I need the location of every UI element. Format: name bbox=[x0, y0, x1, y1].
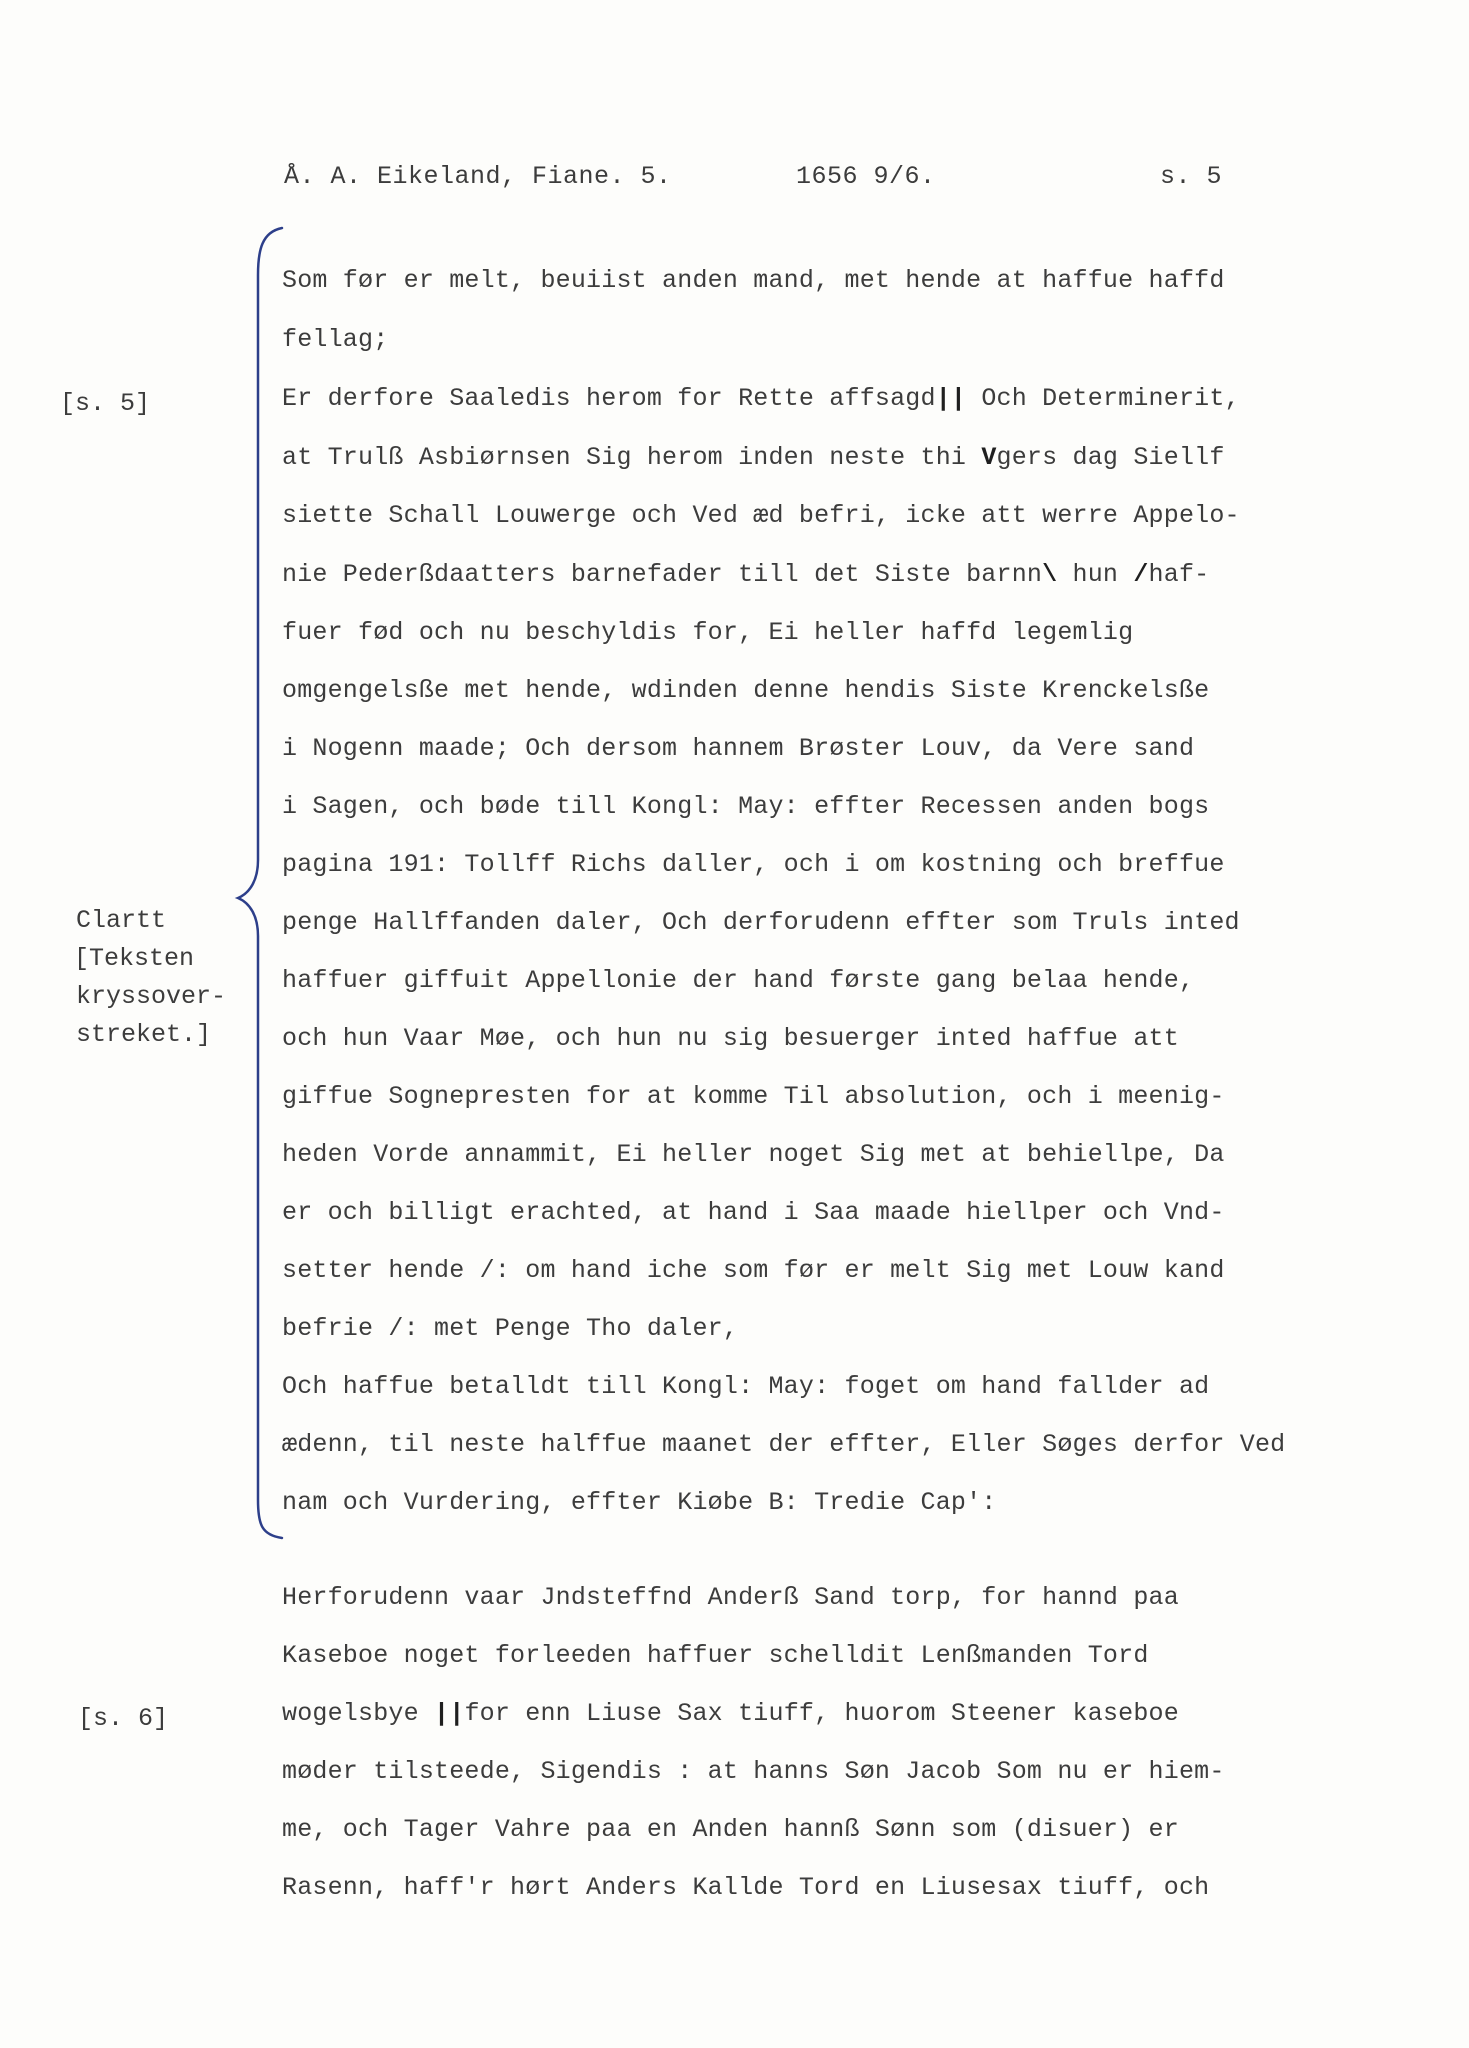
body-line-24: Kaseboe noget forleeden haffuer schelldit Lenßmanden Tord bbox=[282, 1641, 1149, 1670]
body-line-28: Rasenn, haff'r hørt Anders Kallde Tord en Liusesax tiuff, och bbox=[282, 1873, 1210, 1902]
page-header bbox=[0, 162, 1469, 202]
header-date: 1656 9/6. bbox=[796, 162, 936, 191]
margin-annotation-line: streket.] bbox=[76, 1020, 212, 1049]
body-line-12: penge Hallffanden daler, Och derforudenn effter som Truls inted bbox=[282, 908, 1240, 937]
backslash-mark: \ bbox=[1042, 560, 1058, 589]
body-line-2: fellag; bbox=[282, 325, 389, 354]
body-line-18: setter hende /: om hand iche som før er melt Sig met Louw kand bbox=[282, 1256, 1225, 1285]
body-line-25-text: wogelsbye bbox=[282, 1699, 419, 1728]
margin-page-ref-5: [s. 5] bbox=[60, 389, 151, 418]
margin-annotation-line: kryssover- bbox=[76, 982, 227, 1011]
body-line-17: er och billigt erachted, at hand i Saa maade hiellper och Vnd- bbox=[282, 1198, 1225, 1227]
margin-page-ref-6: [s. 6] bbox=[78, 1704, 169, 1733]
body-line-4-text: at Trulß Asbiørnsen Sig herom inden neste thi bbox=[282, 443, 982, 472]
margin-annotation-line: Clartt bbox=[76, 906, 167, 935]
body-line-21: ædenn, til neste halffue maanet der effter, Eller Søges derfor Ved bbox=[282, 1430, 1286, 1459]
body-line-4-mark: V bbox=[981, 443, 997, 472]
body-line-9: i Nogenn maade; Och dersom hannem Brøster Louv, da Vere sand bbox=[282, 734, 1195, 763]
body-line-13: haffuer giffuit Appellonie der hand første gang belaa hende, bbox=[282, 966, 1195, 995]
body-line-20: Och haffue betalldt till Kongl: May: foget om hand fallder ad bbox=[282, 1372, 1210, 1401]
body-line-16: heden Vorde annammit, Ei heller noget Sig met at behiellpe, Da bbox=[282, 1140, 1225, 1169]
body-line-6-after-2: haf- bbox=[1148, 560, 1210, 589]
page-break-mark: || bbox=[434, 1699, 465, 1728]
header-page-number: s. 5 bbox=[1160, 162, 1223, 191]
margin-annotation bbox=[76, 902, 226, 1054]
body-line-7: fuer fød och nu beschyldis for, Ei heller haffd legemlig bbox=[282, 618, 1134, 647]
body-line-10: i Sagen, och bøde till Kongl: May: effter Recessen anden bogs bbox=[282, 792, 1210, 821]
margin-annotation-line: [Teksten bbox=[74, 944, 195, 973]
body-line-1: Som før er melt, beuiist anden mand, met hende at haffue haffd bbox=[282, 266, 1225, 295]
body-line-23: Herforudenn vaar Jndsteffnd Anderß Sand torp, for hannd paa bbox=[282, 1583, 1179, 1612]
body-line-6 bbox=[282, 557, 1209, 593]
body-line-5: siette Schall Louwerge och Ved æd befri, icke att werre Appelo- bbox=[282, 501, 1240, 530]
body-line-3-after: Och Determinerit, bbox=[981, 384, 1240, 413]
body-line-26: møder tilsteede, Sigendis : at hanns Søn Jacob Som nu er hiem- bbox=[282, 1757, 1225, 1786]
body-line-11: pagina 191: Tollff Richs daller, och i om kostning och breffue bbox=[282, 850, 1225, 879]
header-author: Å. A. Eikeland, Fiane. 5. bbox=[284, 162, 672, 191]
body-line-4 bbox=[282, 440, 1225, 476]
body-line-25 bbox=[282, 1696, 1179, 1732]
body-line-4-after: gers dag Siellf bbox=[996, 443, 1225, 472]
body-line-19: befrie /: met Penge Tho daler, bbox=[282, 1314, 739, 1343]
body-line-6-text: nie Pederßdaatters barnefader till det Siste barnn bbox=[282, 560, 1043, 589]
body-line-22: nam och Vurdering, effter Kiøbe B: Tredie Cap': bbox=[282, 1488, 997, 1517]
page-break-mark: || bbox=[935, 384, 967, 413]
body-line-3 bbox=[282, 381, 1240, 417]
body-line-3-text: Er derfore Saaledis herom for Rette affsagd bbox=[282, 384, 936, 413]
slash-mark: / bbox=[1133, 560, 1149, 589]
body-line-8: omgengelsße met hende, wdinden denne hendis Siste Krenckelsße bbox=[282, 676, 1210, 705]
body-line-6-after-1: hun bbox=[1072, 560, 1119, 589]
body-line-14: och hun Vaar Møe, och hun nu sig besuerger inted haffue att bbox=[282, 1024, 1179, 1053]
body-line-25-after: for enn Liuse Sax tiuff, huorom Steener kaseboe bbox=[464, 1699, 1179, 1728]
body-line-15: giffue Sognepresten for at komme Til absolution, och i meenig- bbox=[282, 1082, 1225, 1111]
body-line-27: me, och Tager Vahre paa en Anden hannß Sønn som (disuer) er bbox=[282, 1815, 1179, 1844]
